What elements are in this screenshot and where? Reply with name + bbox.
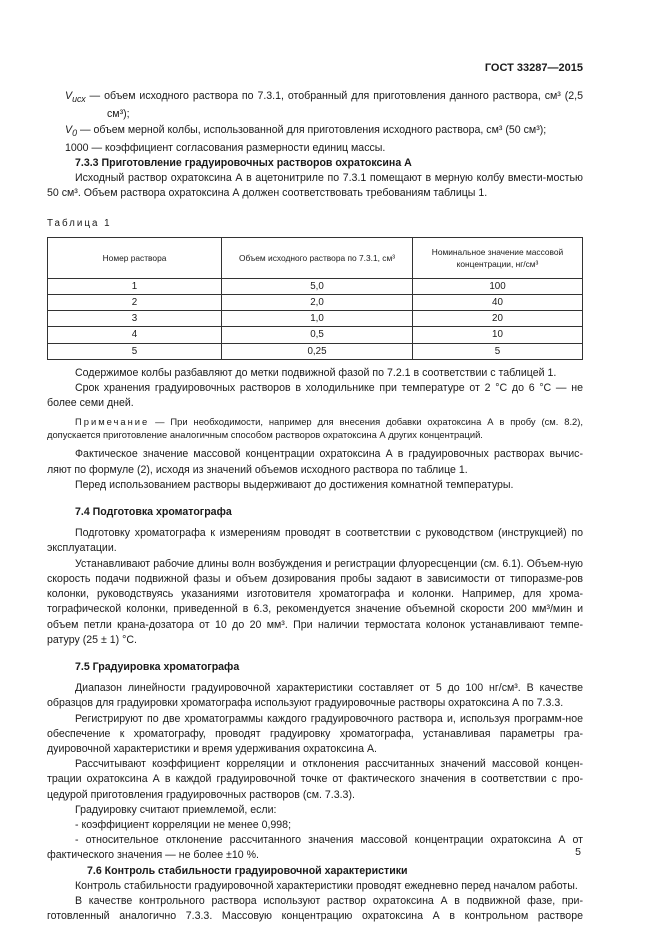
section-7-4-paragraph: Подготовку хроматографа к измерениям проводят в соответствии с руководством (инструкцией) по эксплуатации. — [47, 527, 583, 555]
table-row — [48, 278, 583, 294]
section-7-4-heading: 7.4 Подготовка хроматографа — [75, 506, 232, 519]
section-7-5-heading: 7.5 Градуировка хроматографа — [75, 660, 240, 673]
def-text: — коэффициент согласования размерности единиц массы. — [88, 141, 386, 154]
def-symbol: 1000 — [65, 141, 89, 154]
table-header-row — [48, 237, 583, 278]
table-row — [48, 311, 583, 327]
def-subscript: 0 — [72, 127, 77, 138]
document-header: ГОСТ 33287—2015 — [484, 62, 583, 74]
table-cell: 2,0 — [222, 295, 413, 311]
list-item: - относительное отклонение рассчитанного значения массовой концентрации охратоксина А от фактического значения — не более ±10 %. — [47, 834, 583, 862]
note — [47, 415, 583, 441]
section-7-6-paragraph: Контроль стабильности градуировочной характеристики проводят ежедневно перед началом работы. — [75, 879, 578, 892]
section-7-5-paragraph: Диапазон линейности градуировочной характеристики составляет от 5 до 100 нг/см³. В качестве образцов для градуировки хроматографа используют градуировочные растворы охратоксина А по 7.3.3. — [47, 682, 583, 710]
table-cell: 1,0 — [222, 311, 413, 327]
after-table-paragraph: Срок хранения градуировочных растворов в холодильнике при температуре от 2 °C до 6 °C — не более семи дней. — [47, 382, 583, 410]
definition-v-isx — [47, 89, 583, 123]
table-cell: 10 — [413, 327, 583, 343]
table-header-cell: Объем исходного раствора по 7.3.1, см³ — [222, 237, 413, 278]
table-cell: 5,0 — [222, 278, 413, 294]
section-7-6-paragraph: В качестве контрольного раствора используют раствор охратоксина А в подвижной фазе, при-готовленный аналогично 7.3.3. Массовую концентрацию охратоксина А в контрольном растворе — [47, 894, 583, 923]
document-body — [47, 89, 583, 924]
def-subscript: исх — [72, 94, 86, 105]
after-table-paragraph: Перед использованием растворы выдерживают до достижения комнатной температуры. — [75, 478, 514, 491]
note-label: Примечание — [75, 416, 150, 428]
definition-v0 — [47, 123, 583, 141]
def-symbol: V — [65, 123, 73, 136]
def-symbol: V — [65, 90, 73, 102]
list-item: - коэффициент корреляции не менее 0,998; — [75, 818, 292, 831]
def-text: — объем исходного раствора по 7.3.1, отобранный для приготовления данного раствора, см³ (2,5 см³); — [85, 90, 583, 121]
table-header-cell: Номер раствора — [48, 237, 222, 278]
after-table-paragraph: Содержимое колбы разбавляют до метки подвижной фазой по 7.2.1 в соответствии с таблицей 1. — [75, 366, 557, 379]
table-cell: 1 — [48, 278, 222, 294]
table-header-cell: Номинальное значение массовой концентрации, нг/см³ — [413, 237, 583, 278]
definition-1000 — [47, 141, 583, 156]
table-cell: 20 — [413, 311, 583, 327]
note-text: — При необходимости, например для внесения добавки охратоксина А в пробу (см. 8.2), допускается приготовление аналогичным способом растворов охратоксина А других концентраций. — [47, 416, 583, 441]
section-7-5-paragraph: Градуировку считают приемлемой, если: — [75, 803, 277, 816]
section-7-5-paragraph: Рассчитывают коэффициент корреляции и отклонения рассчитанных значений массовой концен-трации охратоксина А в каждой градуировочной точке от фактического значения в соответствии с про-цедурой приготовления градуировочных растворов (см. 7.3.3). — [47, 758, 583, 801]
table-row — [48, 295, 583, 311]
after-table-paragraph: Фактическое значение массовой концентрации охратоксина А в градуировочных растворах вычис-ляют по формуле (2), исходя из значений объемов исходного раствора по таблице 1. — [47, 448, 583, 476]
page-number: 5 — [575, 846, 581, 858]
section-7-3-3-paragraph: Исходный раствор охратоксина А в ацетонитриле по 7.3.1 помещают в мерную колбу вмести-мостью 50 см³. Объем раствора охратоксина А должен соответствовать требованиям таблицы 1. — [47, 172, 583, 200]
table-row — [48, 327, 583, 343]
table-cell: 40 — [413, 295, 583, 311]
table-cell: 3 — [48, 311, 222, 327]
section-7-6-heading: 7.6 Контроль стабильности градуировочной характеристики — [87, 864, 408, 877]
table-cell: 4 — [48, 327, 222, 343]
section-7-4-paragraph: Устанавливают рабочие длины волн возбуждения и регистрации флуоресценции (см. 6.1). Объем-ную скорость подачи подвижной фазы и объем дозирования пробы задают в зависимости от типоразме-ров колонки, руководствуясь указаниями изготовителя хроматографа и колонки. Например, для хрома-тографической колонки, приведенной в 6.3, рекомендуется значение объемной скорости 200 мм³/мин и объем петли крана-дозатора от 10 до 20 мм³. При наличии термостата колонок устанавливают темпе-ратуру (25 ± 1) °С. — [47, 557, 583, 646]
table-cell: 2 — [48, 295, 222, 311]
table-cell: 0,25 — [222, 343, 413, 359]
table-cell: 5 — [413, 343, 583, 359]
table-cell: 0,5 — [222, 327, 413, 343]
table-cell: 5 — [48, 343, 222, 359]
table-1 — [47, 237, 583, 360]
table-row — [48, 343, 583, 359]
table-cell: 100 — [413, 278, 583, 294]
section-7-3-3-heading: 7.3.3 Приготовление градуировочных растворов охратоксина А — [75, 157, 412, 170]
section-7-5-paragraph: Регистрируют по две хроматограммы каждого градуировочного раствора и, используя программ-ное обеспечение к хроматографу, проводят градуировку хроматографа, устанавливая параметры гра-дуировочной характеристики и время удерживания охратоксина А. — [47, 712, 583, 755]
def-text: — объем мерной колбы, использованной для приготовления исходного раствора, см³ (50 см³); — [77, 123, 547, 136]
table-caption: Таблица 1 — [47, 217, 112, 229]
